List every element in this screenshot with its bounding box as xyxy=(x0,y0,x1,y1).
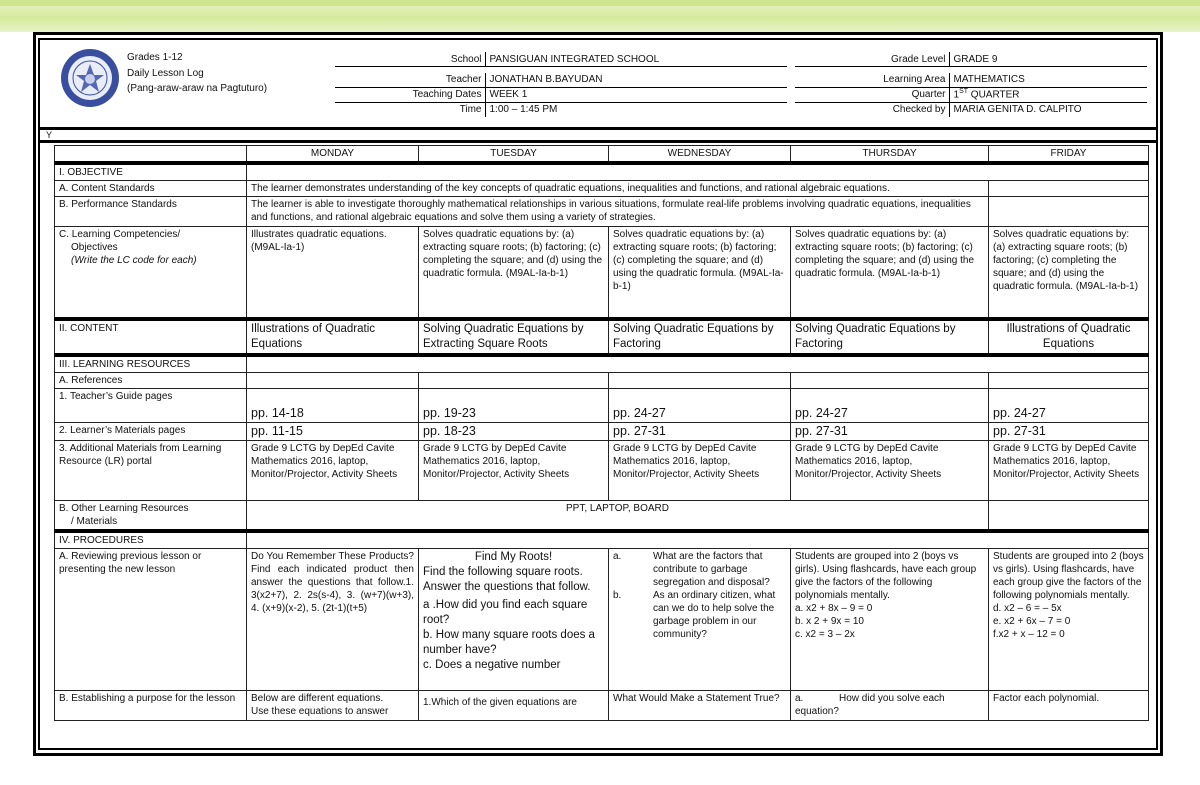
add-wednesday: Grade 9 LCTG by DepEd Cavite Mathematics 2016, laptop, Monitor/Projector, Activity Sheets xyxy=(609,440,791,500)
performance-standards-text: The learner is able to investigate thoroughly mathematical relationships in various situations, formulate real-life problems involving quadratic equations, inequalities and functions, and rational algebraic equations and solve them using a variety of strategies. xyxy=(247,197,989,227)
performance-standards-label: B. Performance Standards xyxy=(55,197,247,227)
purpose-friday: Factor each polynomial. xyxy=(989,690,1149,720)
day-friday: FRIDAY xyxy=(989,146,1149,164)
reviewing-row xyxy=(55,548,1149,690)
school-value: PANSIGUAN INTEGRATED SCHOOL xyxy=(485,52,787,67)
other-resources-text: PPT, LAPTOP, BOARD xyxy=(247,500,989,531)
tg-wednesday: pp. 24-27 xyxy=(609,388,791,422)
area-value: MATHEMATICS xyxy=(949,73,1147,88)
content-row xyxy=(55,319,1149,355)
lm-friday: pp. 27-31 xyxy=(989,422,1149,440)
top-banner xyxy=(0,0,1200,32)
purpose-monday: Below are different equations. Use these equations to answer xyxy=(247,690,419,720)
area-row xyxy=(795,73,1147,88)
content-wednesday: Solving Quadratic Equations by Factoring xyxy=(609,319,791,355)
header-divider-2 xyxy=(40,140,1156,143)
time-value: 1:00 – 1:45 PM xyxy=(485,102,787,117)
resources-section-label: III. LEARNING RESOURCES xyxy=(55,355,247,373)
tg-monday: pp. 14-18 xyxy=(247,388,419,422)
stray-mark: Y xyxy=(46,130,53,140)
content-thursday: Solving Quadratic Equations by Factoring xyxy=(791,319,989,355)
objective-section-label: I. OBJECTIVE xyxy=(55,163,247,181)
day-monday: MONDAY xyxy=(247,146,419,164)
performance-standards-row xyxy=(55,197,1149,227)
tg-thursday: pp. 24-27 xyxy=(791,388,989,422)
content-monday: Illustrations of Quadratic Equations xyxy=(247,319,419,355)
learners-materials-label: 2. Learner’s Materials pages xyxy=(55,422,247,440)
review-tuesday: Find My Roots! Find the following square roots. Answer the questions that follow. a .How did you find each square root? b. How many square roots does a number have? c. Does a negative number xyxy=(419,548,609,690)
dates-value: WEEK 1 xyxy=(485,87,787,102)
lm-monday: pp. 11-15 xyxy=(247,422,419,440)
title-grades: Grades 1-12 xyxy=(127,52,183,63)
purpose-tuesday: 1.Which of the given equations are xyxy=(419,690,609,720)
quarter-value: 1ST QUARTER xyxy=(949,87,1147,102)
review-wednesday: a. What are the factors that contribute to garbage segregation and disposal? b. As an ordinary citizen, what can we do to help solve the garbage problem in our community? xyxy=(609,548,791,690)
grade-label: Grade Level xyxy=(795,52,949,67)
add-thursday: Grade 9 LCTG by DepEd Cavite Mathematics 2016, laptop, Monitor/Projector, Activity Sheets xyxy=(791,440,989,500)
reviewing-label: A. Reviewing previous lesson or presenting the new lesson xyxy=(55,548,247,690)
tg-friday: pp. 24-27 xyxy=(989,388,1149,422)
additional-materials-row xyxy=(55,440,1149,500)
teachers-guide-row xyxy=(55,388,1149,422)
competency-tuesday: Solves quadratic equations by: (a) extracting square roots; (b) factoring; (c) completing the square; and (d) using the quadratic formula. (M9AL-Ia-b-1) xyxy=(419,227,609,319)
checked-value: MARIA GENITA D. CALPITO xyxy=(949,102,1147,117)
day-header-row xyxy=(55,146,1149,164)
resources-section-row xyxy=(55,355,1149,373)
school-row xyxy=(335,52,787,67)
deped-seal-icon xyxy=(60,48,120,108)
review-thursday: Students are grouped into 2 (boys vs girls). Using flashcards, have each group give the factors of the following polynomials mentally. a. x2 + 8x – 9 = 0 b. x 2 + 9x = 10 c. x2 = 3 – 2x xyxy=(791,548,989,690)
dates-row xyxy=(335,87,787,102)
references-label: A. References xyxy=(55,372,247,388)
grade-row xyxy=(795,52,1147,67)
title-dll: Daily Lesson Log xyxy=(127,68,204,79)
learners-materials-row xyxy=(55,422,1149,440)
lm-thursday: pp. 27-31 xyxy=(791,422,989,440)
content-label: II. CONTENT xyxy=(55,319,247,355)
lesson-log-table xyxy=(54,145,1149,721)
lm-wednesday: pp. 27-31 xyxy=(609,422,791,440)
time-label: Time xyxy=(459,104,482,115)
content-standards-label: A. Content Standards xyxy=(55,181,247,197)
area-label: Learning Area xyxy=(795,73,949,88)
review-monday: Do You Remember These Products?Find each indicated product then answer the questions that follow.1. 3(x2+7), 2. 2s(s-4), 3. (w+7)(w+3), 4. (x+9)(x-2), 5. (2t-1)(t+5) xyxy=(247,548,419,690)
add-tuesday: Grade 9 LCTG by DepEd Cavite Mathematics 2016, laptop, Monitor/Projector, Activity Sheets xyxy=(419,440,609,500)
purpose-label: B. Establishing a purpose for the lesson xyxy=(55,690,247,720)
teachers-guide-label: 1. Teacher’s Guide pages xyxy=(55,388,247,422)
school-label: School xyxy=(335,52,485,67)
content-standards-row xyxy=(55,181,1149,197)
header-left-table xyxy=(335,52,787,117)
other-resources-row xyxy=(55,500,1149,531)
quarter-row xyxy=(795,87,1147,102)
competencies-row xyxy=(55,227,1149,319)
checked-label: Checked by xyxy=(892,104,946,115)
competency-wednesday: Solves quadratic equations by: (a) extracting square roots; (b) factoring; (c) completing the square; and (d) using the quadratic formula. (M9AL-Ia-b-1) xyxy=(609,227,791,319)
purpose-row xyxy=(55,690,1149,720)
competency-monday: Illustrates quadratic equations. (M9AL-Ia-1) xyxy=(247,227,419,319)
title-tagalog: (Pang-araw-araw na Pagtuturo) xyxy=(127,83,268,94)
add-monday: Grade 9 LCTG by DepEd Cavite Mathematics 2016, laptop, Monitor/Projector, Activity Sheets xyxy=(247,440,419,500)
other-resources-label: B. Other Learning Resources / Materials xyxy=(55,500,247,531)
additional-materials-label: 3. Additional Materials from Learning Resource (LR) portal xyxy=(55,440,247,500)
header-right-table xyxy=(795,52,1147,117)
competencies-label: C. Learning Competencies/ Objectives (Write the LC code for each) xyxy=(55,227,247,319)
competency-thursday: Solves quadratic equations by: (a) extracting square roots; (b) factoring; (c) completing the square; and (d) using the quadratic formula. (M9AL-Ia-b-1) xyxy=(791,227,989,319)
lm-tuesday: pp. 18-23 xyxy=(419,422,609,440)
content-friday: Illustrations of Quadratic Equations xyxy=(989,319,1149,355)
procedures-section-row xyxy=(55,531,1149,549)
purpose-wednesday: What Would Make a Statement True? xyxy=(609,690,791,720)
day-wednesday: WEDNESDAY xyxy=(609,146,791,164)
header-divider xyxy=(40,127,1156,130)
quarter-label: Quarter xyxy=(795,87,949,102)
objective-section-row xyxy=(55,163,1149,181)
dates-label: Teaching Dates xyxy=(335,87,485,102)
add-friday: Grade 9 LCTG by DepEd Cavite Mathematics 2016, laptop, Monitor/Projector, Activity Sheets xyxy=(989,440,1149,500)
time-row xyxy=(335,102,787,117)
checked-row xyxy=(795,102,1147,117)
competency-friday: Solves quadratic equations by: (a) extracting square roots; (b) factoring; (c) completing the square; and (d) using the quadratic formula. (M9AL-Ia-b-1) xyxy=(989,227,1149,319)
content-standards-text: The learner demonstrates understanding of the key concepts of quadratic equations, inequalities and functions, and rational algebraic equations. xyxy=(247,181,989,197)
day-tuesday: TUESDAY xyxy=(419,146,609,164)
grade-value: GRADE 9 xyxy=(949,52,1147,67)
teacher-value: JONATHAN B.BAYUDAN xyxy=(485,73,787,88)
review-friday: Students are grouped into 2 (boys vs girls). Using flashcards, have each group give the factors of the following polynomials mentally. d. x2 – 6 = – 5x e. x2 + 6x – 7 = 0 f.x2 + x – 12 = 0 xyxy=(989,548,1149,690)
teacher-row xyxy=(335,73,787,88)
content-tuesday: Solving Quadratic Equations by Extracting Square Roots xyxy=(419,319,609,355)
tg-tuesday: pp. 19-23 xyxy=(419,388,609,422)
teacher-label: Teacher xyxy=(335,73,485,88)
purpose-thursday: a. How did you solve each equation? xyxy=(791,690,989,720)
day-thursday: THURSDAY xyxy=(791,146,989,164)
references-row xyxy=(55,372,1149,388)
procedures-section-label: IV. PROCEDURES xyxy=(55,531,247,549)
